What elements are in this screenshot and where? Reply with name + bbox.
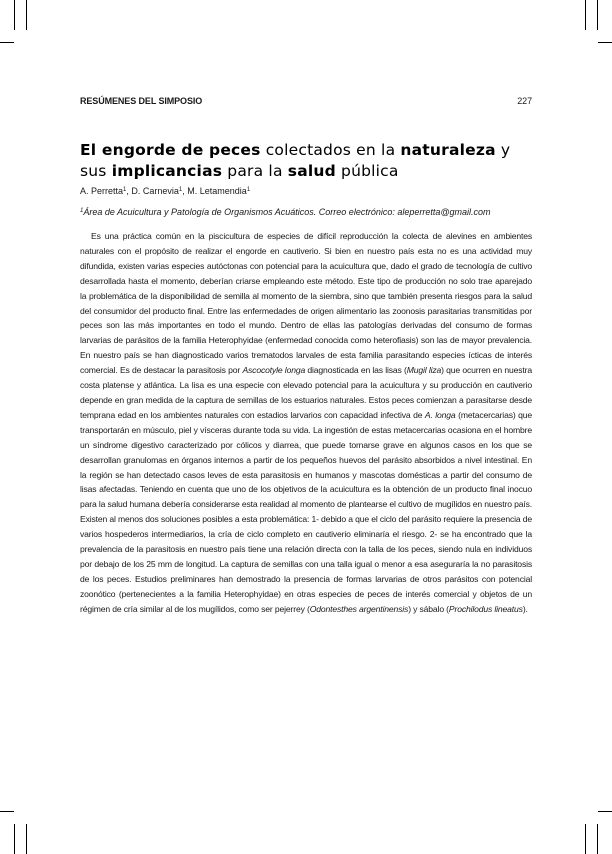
text-run: (metacercarias) que transportarán en músculo, piel y vísceras durante toda su vida. La ingestión de estas metacercarias ocasiona en el hombre un síndrome digestivo caracterizado por cólicos y diarrea, que puede tornarse grave en algunos casos en los que se desarrollan granulomas en órganos internos a partir de los pequeños huevos del parásito absorbidos a nivel intestinal. En la región se han detectado casos leves de esta parasitosis en humanos y mascotas domésticas a partir del consumo de lisas afectadas. Teniendo en cuenta que uno de los objetivos de la acuicultura es la obtención de un producto final inocuo para la salud humana debería considerarse esta realidad al momento de plantearse el cultivo de mugílidos en nuestro país. Existen al menos dos soluciones posibles a esta problemática: 1- debido a que el ciclo del parásito requiere la presencia de varios hospederos intermediarios, la cría de ciclo completo en cautiverio eliminaría el riesgo. 2- se ha encontrado que la prevalencia de la parasitosis en nuestro país tiene una relación directa con la talla de los peces, siendo nula en individuos por debajo de los 25 mm de longitud. La captura de semillas con una talla igual o menor a esa aseguraría la no parasitosis de los peces. Estudios preliminares han demostrado la presencia de formas larvarias de otros parásitos con potencial zoonótico (pertenecientes a la familia Heterophyidae) en otras especies de peces de interés comercial y objetos de un régimen de cría similar al de los mugílidos, como ser pejerrey ( [80, 409, 532, 614]
crop-mark [598, 811, 612, 812]
title-part: implicancias [111, 162, 223, 180]
crop-mark [597, 0, 598, 30]
text-run: ) y sábalo ( [408, 603, 449, 614]
crop-mark [585, 824, 586, 854]
author-affiliation-mark: 1 [246, 187, 251, 193]
text-run: Es una práctica común en la piscicultura de especies de difícil reproducción la colecta de alevines en ambientes naturales con el propósito de realizar el engorde en cautiverio. Si bien en nuestro país esta no es una actividad muy difundida, existen varias especies autóctonas con potencial para la acuicultura que, dado el grado de tecnología de cultivo desarrollada hasta el momento, deberían criarse empleando este método. Este tipo de producción no solo trae aparejado la problemática de la disponibilidad de semilla al momento de la siembra, sino que también presenta riesgos para la salud del consumidor del producto final. Entre las enfermedades de origen alimentario las zoonosis parasitarias transmitidas por peces son las más importantes en todo el mundo. Dentro de ellas las patologías derivadas del consumo de formas larvarias de parásitos de la familia Heterophyidae (enfermedad conocida como heterofiasis) son las de mayor prevalencia. En nuestro país se han diagnosticado varios trematodos larvales de esta familia parasitando especies ícticas de interés comercial. Es de destacar la parasitosis por [80, 231, 532, 376]
author: D. Carnevia [131, 186, 179, 196]
crop-mark [598, 42, 612, 43]
author-affiliation-mark: 1 [123, 187, 127, 193]
title-part: colectados en la [260, 141, 401, 159]
abstract-body [80, 229, 532, 617]
crop-mark [26, 0, 27, 30]
affiliation-text: Área de Acuicultura y Patología de Organismos Acuáticos. Correo electrónico: aleperretta@gmail.com [83, 207, 491, 217]
text-run: ) que ocurren en nuestra costa platense y atlántica. La lisa es una especie con elevado potencial para la acuicultura y su producción en cautiverio depende en gran medida de la captura de semillas de los estuarios naturales. Estos peces comienzan a parasitarse desde temprana edad en los ambientes naturales con estadios larvarios con capacidad infectiva de [80, 365, 532, 420]
author-separator: , [182, 186, 188, 196]
affiliation [80, 207, 540, 217]
abstract-paragraph [80, 229, 532, 617]
species-name: Mugil liza [406, 365, 442, 376]
species-name: Odontesthes argentinensis [309, 603, 409, 614]
species-name: Prochilodus lineatus [448, 603, 523, 614]
page-number: 227 [517, 96, 532, 106]
author-separator: , [126, 186, 132, 196]
crop-mark [26, 824, 27, 854]
crop-mark [585, 0, 586, 30]
text-run: diagnosticada en las lisas ( [305, 365, 407, 376]
title-part: naturaleza [400, 141, 496, 159]
author: A. Perretta [80, 186, 124, 196]
author-list [80, 186, 250, 196]
running-header [80, 96, 532, 106]
title-part: El engorde de peces [80, 141, 261, 159]
title-part: pública [335, 162, 399, 180]
author: M. Letamendia [187, 186, 247, 196]
article-title [80, 140, 540, 182]
crop-mark [0, 811, 14, 812]
crop-mark [14, 824, 15, 854]
crop-mark [14, 0, 15, 30]
section-title: RESÚMENES DEL SIMPOSIO [80, 96, 203, 106]
crop-mark [0, 42, 14, 43]
title-part: salud [287, 162, 336, 180]
crop-mark [597, 824, 598, 854]
species-name: A. longa [424, 409, 456, 420]
title-part: y sus [80, 141, 511, 180]
title-part: para la [222, 162, 288, 180]
text-run: ). [522, 603, 528, 614]
species-name: Ascocotyle longa [242, 365, 306, 376]
author-affiliation-mark: 1 [178, 187, 183, 193]
affiliation-mark: 1 [80, 208, 84, 214]
